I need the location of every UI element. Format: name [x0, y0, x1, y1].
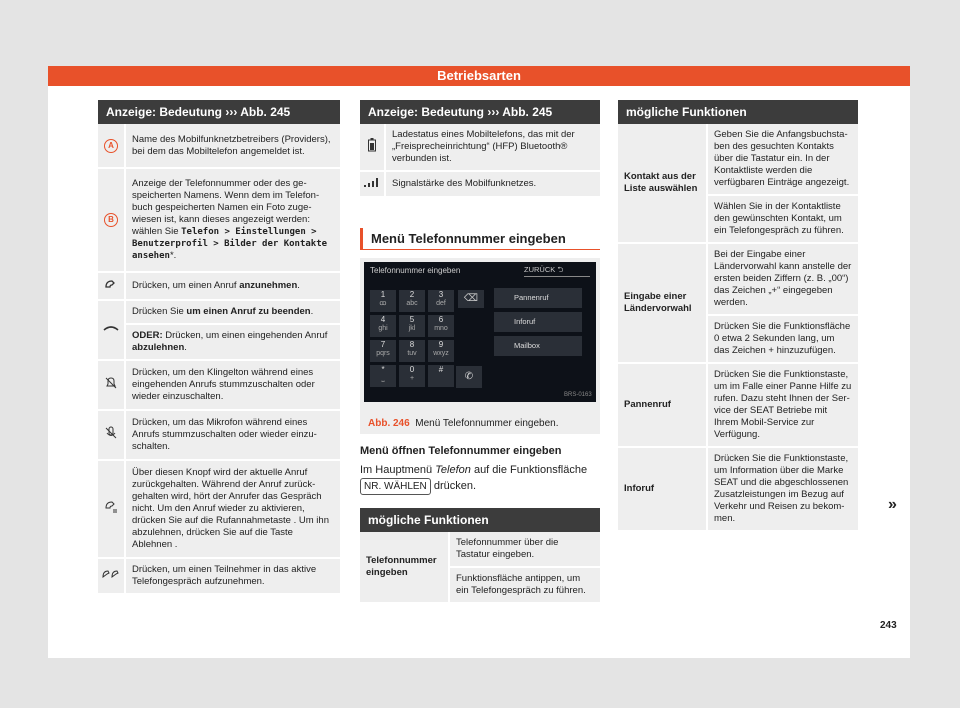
ringtone-mute-icon: [104, 382, 118, 393]
back-arrow-icon: ⮌: [557, 265, 564, 274]
column-3: [618, 100, 858, 532]
delete-key[interactable]: [458, 290, 484, 308]
keypad-key[interactable]: 9 wxyz: [428, 340, 454, 362]
figure-code: BRS-0163: [564, 392, 592, 398]
keypad-key[interactable]: 5 jkl: [399, 315, 425, 337]
pannenruf-button[interactable]: Pannenruf: [494, 288, 582, 308]
row-text: Drücken, um einen Teilnehmer in das aktive Telefongespräch aufzunehmen.: [125, 558, 340, 594]
signal-strength-icon: [364, 179, 380, 190]
section-title: Menü Telefonnummer eingeben: [360, 228, 600, 250]
keypad-key[interactable]: 0 +: [399, 365, 425, 387]
functions-table: [618, 124, 858, 532]
table-row: [98, 124, 340, 168]
back-button[interactable]: ZURÜCK ⮌: [524, 264, 590, 277]
phone-icon: ✆: [464, 371, 474, 382]
page-number: 243: [880, 620, 897, 631]
table-heading: Anzeige: Bedeutung ››› Abb. 245: [98, 100, 340, 124]
column-1: [98, 100, 340, 595]
chapter-banner: Betriebsarten: [48, 66, 910, 86]
table-row: [360, 171, 600, 197]
table-row: Kontakt aus der Liste auswählen Geben Sie die Anfangsbuchstaben des gesuchten Kontakts über die Tastatur ein. In der Kontaktliste werden die verfügbaren Einträge angezeigt. Wählen Sie in der Kontaktliste den gewünschten Kontakt, um ein Telefongespräch zu führen.: [618, 124, 858, 243]
status-table: [360, 124, 600, 198]
figure-246: [360, 258, 600, 434]
callout-a-icon: A: [104, 139, 118, 153]
inforuf-button[interactable]: Inforuf: [494, 312, 582, 332]
keypad-key[interactable]: * ⎵: [370, 365, 396, 387]
table-row: Inforuf Drücken Sie die Funktionstaste, um Information über die Marke SEAT und die abgeschlossenen Zusatzleistungen im Bezug auf Verkehr und Reisen zu bekommen.: [618, 447, 858, 531]
keypad-key[interactable]: 1 ꝏ: [370, 290, 396, 312]
row-text: Drücken Sie um einen Anruf zu beenden. ODER: Drücken, um einen eingehenden Anruf abzulehnen.: [125, 300, 340, 360]
keypad-key[interactable]: #: [428, 365, 454, 387]
instruction-block: [360, 444, 600, 495]
table-row: Pannenruf Drücken Sie die Funktionstaste, um im Falle einer Panne Hilfe zu rufen. Dazu steht Ihnen der Service der SEAT Betriebe mit Ihrem Mobil-Service zur Verfügung.: [618, 363, 858, 447]
table-row: Telefonnummer eingeben Telefonnummer über die Tastatur eingeben. Funktionsfläche antippen, um ein Telefongespräch zu führen.: [360, 532, 600, 603]
keypad-key[interactable]: 8 tuv: [399, 340, 425, 362]
row-text: Name des Mobilfunknetzbetreibers (Providers), bei dem das Mobiltelefon angemeldet ist.: [125, 124, 340, 168]
microphone-mute-icon: [104, 432, 118, 443]
functions-table-2: mögliche Funktionen Telefonnummer eingeben Telefonnummer über die Tastatur eingeben. Funktionsfläche antippen, um ein Telefongespräch zu führen.: [360, 508, 600, 604]
call-key[interactable]: [456, 366, 482, 388]
battery-icon: [368, 144, 376, 155]
mailbox-button[interactable]: Mailbox: [494, 336, 582, 356]
keypad-key[interactable]: 6 mno: [428, 315, 454, 337]
add-participant-icon: [102, 571, 120, 582]
table-heading: Anzeige: Bedeutung ››› Abb. 245: [360, 100, 600, 124]
call-hold-icon: [104, 506, 118, 517]
row-text: Anzeige der Telefonnummer oder des gespeicherten Namens. Wenn dem im Telefonbuch gespeicherten Namen ein Foto zugewiesen ist, kann dieses angezeigt werden: wählen Sie Telefon > Einstellungen > Benutzerprofil > Bilder der Kontakte ansehen*.: [125, 168, 340, 272]
keypad-key[interactable]: 2 abc: [399, 290, 425, 312]
keypad-key[interactable]: 4 ghi: [370, 315, 396, 337]
para-title: Menü öffnen Telefonnummer eingeben: [360, 445, 562, 457]
phone-hangup-icon: [103, 324, 119, 335]
table-row: [98, 558, 340, 594]
screen-title: Telefonnummer eingeben: [370, 266, 461, 275]
table-row: [98, 272, 340, 300]
table-row: [360, 124, 600, 171]
figure-caption: Abb. 246 Menü Telefonnummer eingeben.: [368, 418, 559, 429]
continue-mark: »: [888, 496, 897, 513]
row-text: Signalstärke des Mobilfunknetzes.: [385, 171, 600, 197]
infotainment-screen: [364, 262, 596, 402]
dial-button-ref: NR. WÄHLEN: [360, 478, 431, 495]
keypad-key[interactable]: 3 def: [428, 290, 454, 312]
keypad-key[interactable]: 7 pqrs: [370, 340, 396, 362]
table-row: [98, 300, 340, 360]
table-row: Eingabe einer Ländervorwahl Bei der Eingabe einer Ländervorwahl kann anstelle der ersten beiden Ziffern (z. B. „00“) das Zeichen „+“ eingegeben werden. Drücken Sie die Funktionsfläche 0 etwa 2 Sekunden lang, um das Zeichen + hinzuzufügen.: [618, 243, 858, 363]
row-text: Drücken, um das Mikrofon während eines Anrufs stummzuschalten oder wieder einzuschalten.: [125, 410, 340, 460]
row-text: Ladestatus eines Mobiltelefons, das mit der „Freisprecheinrichtung“ (HFP) Bluetooth® verbunden ist.: [385, 124, 600, 171]
row-text: Drücken, um den Klingelton während eines eingehenden Anrufs stummzuschalten oder wieder einzuschalten.: [125, 360, 340, 410]
phone-accept-icon: [104, 281, 118, 292]
table-row: [98, 410, 340, 460]
para-text: Im Hauptmenü Telefon auf die Funktionsfläche NR. WÄHLEN drücken.: [360, 463, 600, 495]
row-text: Drücken, um einen Anruf anzunehmen.: [125, 272, 340, 300]
menu-path: Telefon > Einstellungen > Benutzerprofil > Bilder der Kontakte ansehen: [132, 227, 328, 261]
table-row: [98, 360, 340, 410]
backspace-icon: ⌫: [463, 293, 479, 304]
column-2: [360, 100, 600, 198]
table-heading: mögliche Funktionen: [618, 100, 858, 124]
table-row: [98, 460, 340, 558]
display-meaning-table: [98, 124, 340, 595]
callout-b-icon: B: [104, 213, 118, 227]
table-row: [98, 168, 340, 272]
row-text: Über diesen Knopf wird der aktuelle Anruf zurückgehalten. Während der Anruf zurückgehalten wird, hört der Anrufer das Gespräch nicht. Um den Anruf wieder zu aktivieren, drücken Sie auf die Rufannahmetaste . Um ihn abzulehnen, drücken Sie auf die Taste Ablehnen .: [125, 460, 340, 558]
